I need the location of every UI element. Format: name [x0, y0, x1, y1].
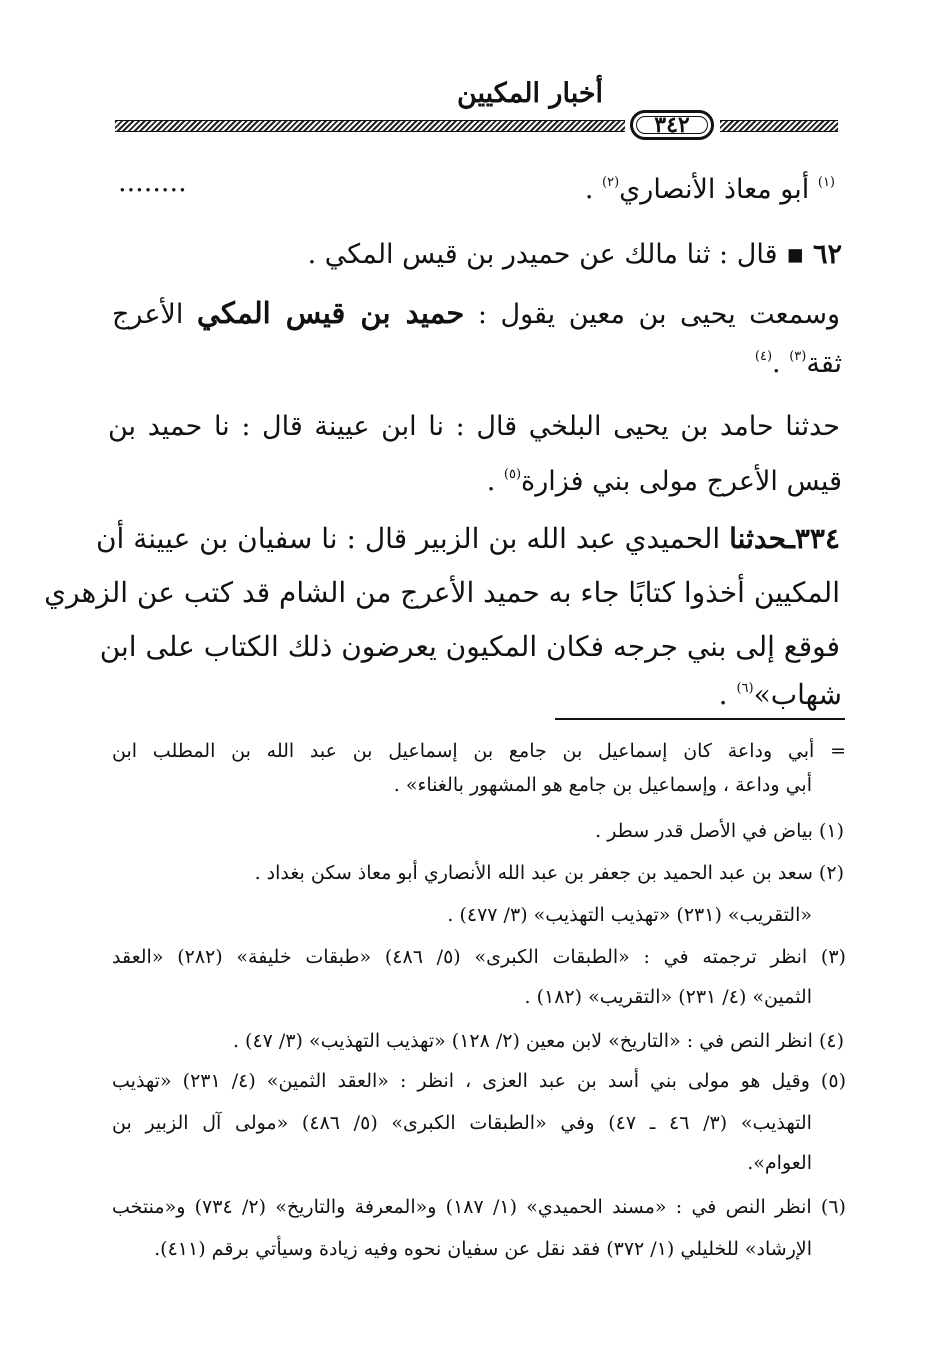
- para2-prefix: وسمعت يحيى بن معين يقول :: [464, 299, 840, 330]
- footnote-ref-4: (٤): [754, 349, 773, 364]
- footnote-ref-6: (٦): [736, 681, 754, 696]
- footnote-separator: [555, 718, 845, 720]
- para2-dot: .: [772, 348, 781, 379]
- entry-334-dash: ـ: [786, 522, 795, 555]
- header-rule-right: [720, 120, 838, 132]
- entry-334-line1: [95, 522, 840, 556]
- footnote-6-line1: (٦) انظر النص في : «مسند الحميدي» (١/ ١٨٧) و«المعرفة والتاريخ» (٢/ ٧٣٤) و«منتخب: [112, 1196, 846, 1218]
- footnote-5-line2: التهذيب» (٣/ ٤٦ ـ ٤٧) وفي «الطبقات الكبرى» (٥/ ٤٨٦) «مولى آل الزبير بن: [112, 1112, 812, 1134]
- running-title: أخبار المكيين: [456, 78, 604, 109]
- entry-334-line4: [719, 672, 842, 712]
- para3-line1: حدثنا حامد بن يحيى البلخي قال : نا ابن عيينة قال : نا حميد بن: [108, 411, 840, 442]
- entry-62-text: قال : ثنا مالك عن حميدر بن قيس المكي .: [307, 239, 778, 270]
- para2-bold-name: حميد بن قيس المكي: [196, 296, 465, 330]
- entry-334-dot: .: [718, 678, 728, 711]
- body-line-1: [585, 166, 835, 207]
- footnote-2-line2: «التقريب» (٢٣١) «تهذيب التهذيب» (٣/ ٤٧٧) .: [447, 904, 812, 926]
- entry-62-number: ٦٢: [812, 239, 842, 270]
- entry-62: [308, 238, 842, 272]
- footnote-ref-2: (٢): [602, 175, 620, 190]
- footnote-5-line1: (٥) وقيل هو مولى بني أسد بن عبد العزى ، انظر : «العقد الثمين» (٤/ ٢٣١) «تهذيب: [112, 1070, 846, 1092]
- footnote-ref-1: (١): [817, 175, 835, 190]
- para2-line1: [112, 296, 840, 332]
- page-number-text: ٣٤٢: [654, 112, 690, 138]
- header-rule-left: [115, 120, 625, 132]
- footnote-2-line1: (٢) سعد بن عبد الحميد بن جعفر بن عبد الله الأنصاري أبو معاذ سكن بغداد .: [254, 862, 844, 884]
- footnote-4: (٤) انظر النص في : «التاريخ» لابن معين (٢/ ١٢٨) «تهذيب التهذيب» (٣/ ٤٧) .: [232, 1030, 844, 1052]
- para2-line2: [755, 340, 842, 381]
- footnote-cont-line2: أبي وداعة ، وإسماعيل بن جامع هو المشهور بالغناء» .: [393, 774, 812, 796]
- footnote-5-line3: العوام».: [747, 1152, 812, 1174]
- entry-334-line4-text: شهاب»: [753, 678, 842, 711]
- footnote-ref-5: (٥): [503, 467, 522, 482]
- para3-dot: .: [486, 466, 496, 497]
- page-number: [630, 110, 714, 140]
- ellipsis-dots: ........: [118, 167, 187, 198]
- para2-thiqa: ثقة: [806, 348, 842, 379]
- entry-334-lead: حدثنا: [729, 522, 787, 555]
- footnote-6-line2: الإرشاد» للخليلي (١/ ٣٧٢) فقد نقل عن سفيان نحوه وفيه زيادة وسيأتي برقم (٤١١).: [154, 1238, 812, 1260]
- entry-62-bullet: ▪: [786, 239, 805, 270]
- para3-line2: [487, 458, 842, 499]
- entry-334-line2: المكيين أخذوا كتابًا جاء به حميد الأعرج من الشام قد كتب عن الزهري: [44, 576, 840, 609]
- line1-dots: .: [584, 174, 594, 205]
- entry-334-line1-rest: الحميدي عبد الله بن الزبير قال : نا سفيان بن عيينة أن: [95, 522, 721, 555]
- entry-334-line3: فوقع إلى بني جرجه فكان المكيون يعرضون ذلك الكتاب على ابن: [99, 630, 840, 663]
- para3-line2-text: قيس الأعرج مولى بني فزارة: [521, 466, 842, 497]
- footnote-ref-3: (٣): [789, 349, 807, 364]
- footnote-3-line2: الثمين» (٤/ ٢٣١) «التقريب» (١٨٢) .: [524, 986, 812, 1008]
- footnote-cont-line1: = أبي وداعة كان إسماعيل بن جامع بن إسماعيل بن عبد الله بن المطلب ابن: [112, 740, 846, 762]
- entry-334-number: ٣٣٤: [794, 522, 840, 555]
- para2-suffix: الأعرج: [112, 299, 184, 330]
- line1-text: أبو معاذ الأنصاري: [619, 174, 810, 205]
- footnote-1: (١) بياض في الأصل قدر سطر .: [595, 820, 844, 842]
- footnote-3-line1: (٣) انظر ترجمته في : «الطبقات الكبرى» (٥/ ٤٨٦) «طبقات خليفة» (٢٨٢) «العقد: [112, 946, 846, 968]
